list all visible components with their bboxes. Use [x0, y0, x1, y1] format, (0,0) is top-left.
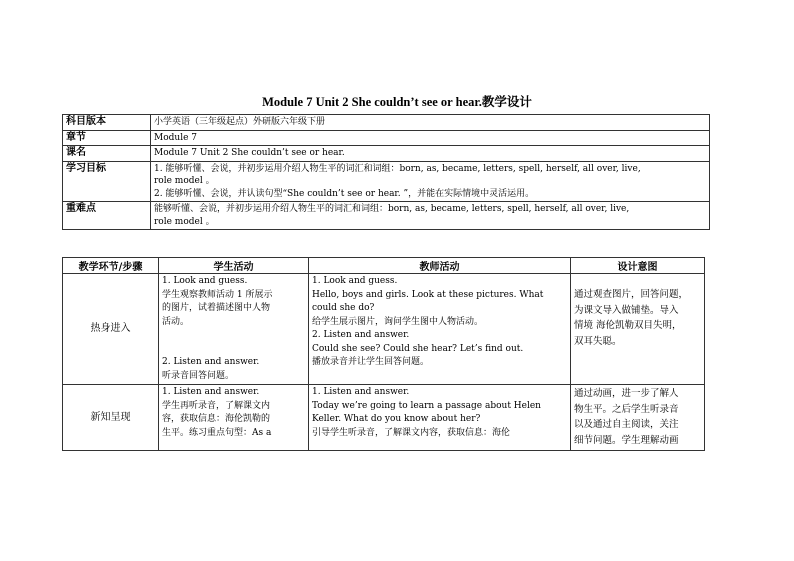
text-line: 听录音回答问题。: [162, 370, 235, 381]
text-line: 2. Listen and answer.: [162, 357, 260, 367]
info-value: [151, 202, 710, 230]
design-intent: [571, 274, 705, 385]
text-line: Keller. What do you know about her?: [312, 414, 481, 424]
info-value: Module 7 Unit 2 She couldn’t see or hear.: [151, 146, 710, 162]
info-label: 学习目标: [63, 161, 151, 202]
header-intent: 设计意图: [571, 258, 705, 274]
teacher-activity: [309, 274, 571, 385]
key-point-line: role model 。: [154, 216, 215, 227]
info-row-chapter: [63, 130, 710, 146]
student-activity: [159, 385, 309, 451]
process-row-warmup: [63, 274, 705, 385]
text-line: 物生平。之后学生听录音: [574, 403, 679, 415]
text-line: 生平。练习重点句型：As a: [162, 427, 272, 438]
text-line: 学生再听录音，了解课文内: [162, 400, 271, 411]
text-line: 情境 海伦凯勒双目失明，: [574, 320, 682, 331]
text-line: 学生观察教师活动 1 所展示: [162, 289, 273, 300]
objective-line: 2. 能够听懂、会说，并认读句型“She couldn’t see or hear. ”，并能在实际情境中灵活运用。: [154, 188, 535, 199]
stage-label: 新知呈现: [63, 385, 159, 451]
info-label: 章节: [63, 130, 151, 146]
text-line: Hello, boys and girls. Look at these pictures. What: [312, 289, 544, 300]
objective-line: 1. 能够听懂、会说，并初步运用介绍人物生平的词汇和词组：born, as, became, letters, spell, herself, all over, live,: [154, 163, 641, 174]
info-row-key-points: [63, 202, 710, 230]
text-line: 通过观查图片，回答问题，: [574, 289, 689, 300]
text-line: 引导学生听录音，了解课文内容，获取信息：海伦: [312, 427, 511, 438]
stage-label: 热身进入: [63, 274, 159, 385]
header-teacher: 教师活动: [309, 258, 571, 274]
info-row-lesson: [63, 146, 710, 162]
text-line: 1. Look and guess.: [162, 276, 248, 286]
text-line: 1. Listen and answer.: [312, 387, 410, 397]
text-line: 为课文导入做铺垫。导入: [574, 304, 679, 316]
text-line: Today we’re going to learn a passage about Helen: [312, 400, 541, 411]
header-student: 学生活动: [159, 258, 309, 274]
text-line: 播放录音并让学生回答问题。: [312, 357, 430, 367]
objective-line: role model 。: [154, 176, 215, 186]
text-line: Could she see? Could she hear? Let’s find out.: [312, 343, 524, 354]
key-point-line: 能够听懂、会说，并初步运用介绍人物生平的词汇和词组：born, as, became, letters, spell, herself, all over, live,: [154, 204, 630, 214]
text-line: 双耳失聪。: [574, 335, 622, 347]
header-step: 教学环节/步骤: [63, 258, 159, 274]
info-table: [62, 114, 710, 230]
document-title: Module 7 Unit 2 She couldn’t see or hear.教学设计: [262, 95, 532, 109]
text-line: 1. Listen and answer.: [162, 387, 260, 397]
info-value: [151, 161, 710, 202]
text-line: could she do?: [312, 303, 375, 313]
text-line: 2. Listen and answer.: [312, 330, 410, 340]
text-line: 给学生展示图片，询问学生图中人物活动。: [312, 316, 484, 327]
text-line: 1. Look and guess.: [312, 276, 398, 286]
info-label: 课名: [63, 146, 151, 162]
info-row-subject: [63, 115, 710, 131]
info-row-objectives: [63, 161, 710, 202]
text-line: 通过动画，进一步了解人: [574, 388, 679, 399]
info-label: 重难点: [63, 202, 151, 230]
info-label: 科目版本: [63, 115, 151, 131]
process-table: [62, 257, 705, 451]
info-value: 小学英语（三年级起点）外研版六年级下册: [151, 115, 710, 131]
student-activity: [159, 274, 309, 385]
text-line: 活动。: [162, 316, 190, 327]
text-line: 细节问题。学生理解动画: [574, 434, 679, 446]
design-intent: [571, 385, 705, 451]
text-line: 的图片，试着描述图中人物: [162, 303, 271, 313]
teacher-activity: [309, 385, 571, 451]
text-line: 以及通过自主阅读，关注: [574, 419, 679, 430]
text-line: 容，获取信息：海伦凯勒的: [162, 414, 271, 424]
info-value: Module 7: [151, 130, 710, 146]
process-header-row: [63, 258, 705, 274]
process-row-presentation: [63, 385, 705, 451]
